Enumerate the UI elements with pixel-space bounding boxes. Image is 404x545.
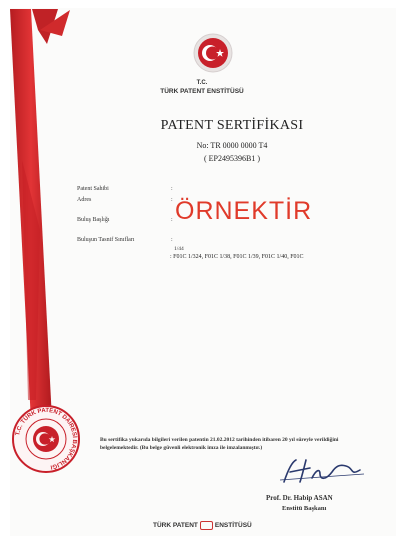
- colon: :: [171, 217, 173, 223]
- official-seal-icon: [10, 403, 82, 475]
- signature-drawing: [276, 456, 366, 486]
- certificate-note: Bu sertifika yukarıda bilgileri verilen patentin 21.02.2012 tarihinden itibaren 20 yıl süreyle verildiğini belgelemektedir. (Bu belge güvenli elektronik imza ile imzalanmıştır.): [100, 437, 339, 451]
- ep-number: ( EP2495396B1 ): [204, 154, 260, 163]
- classes-value: : F01C 1/324, F01C 1/38, F01C 1/39, F01C 1/40, F01C: [170, 254, 304, 260]
- svg-text:T.C. TÜRK PATENT DAİRESİ BAŞKA: T.C. TÜRK PATENT DAİRESİ BAŞKANLIĞI: [15, 407, 78, 470]
- footer-logo-icon: [200, 521, 213, 530]
- sample-watermark: ÖRNEKTİR: [175, 197, 313, 225]
- signer-name: Prof. Dr. Habip ASAN: [266, 494, 333, 502]
- footer-right-text: ENSTİTÜSÜ: [214, 522, 252, 530]
- tc-label: T.C.: [196, 80, 208, 86]
- colon: :: [171, 197, 173, 203]
- colon: :: [171, 237, 173, 243]
- address-label: Adres: [77, 197, 92, 203]
- colon: :: [171, 186, 173, 192]
- invention-title-label: Buluş Başlığı: [77, 217, 110, 223]
- patent-number: No: TR 0000 0000 T4: [196, 141, 268, 150]
- footer-left-text: TÜRK PATENT: [153, 522, 198, 530]
- class-small-value: 1/44: [174, 246, 184, 252]
- classification-label: Buluşun Tasnif Sınıfları: [77, 237, 135, 243]
- owner-label: Patent Sahibi: [77, 186, 109, 192]
- signer-role: Enstitü Başkanı: [282, 505, 327, 512]
- footer-institute: [153, 521, 252, 530]
- crescent-star-logo-icon: [193, 33, 233, 73]
- certificate-title: PATENT SERTİFİKASI: [160, 118, 304, 133]
- institute-name: TÜRK PATENT ENSTİTÜSÜ: [160, 88, 244, 95]
